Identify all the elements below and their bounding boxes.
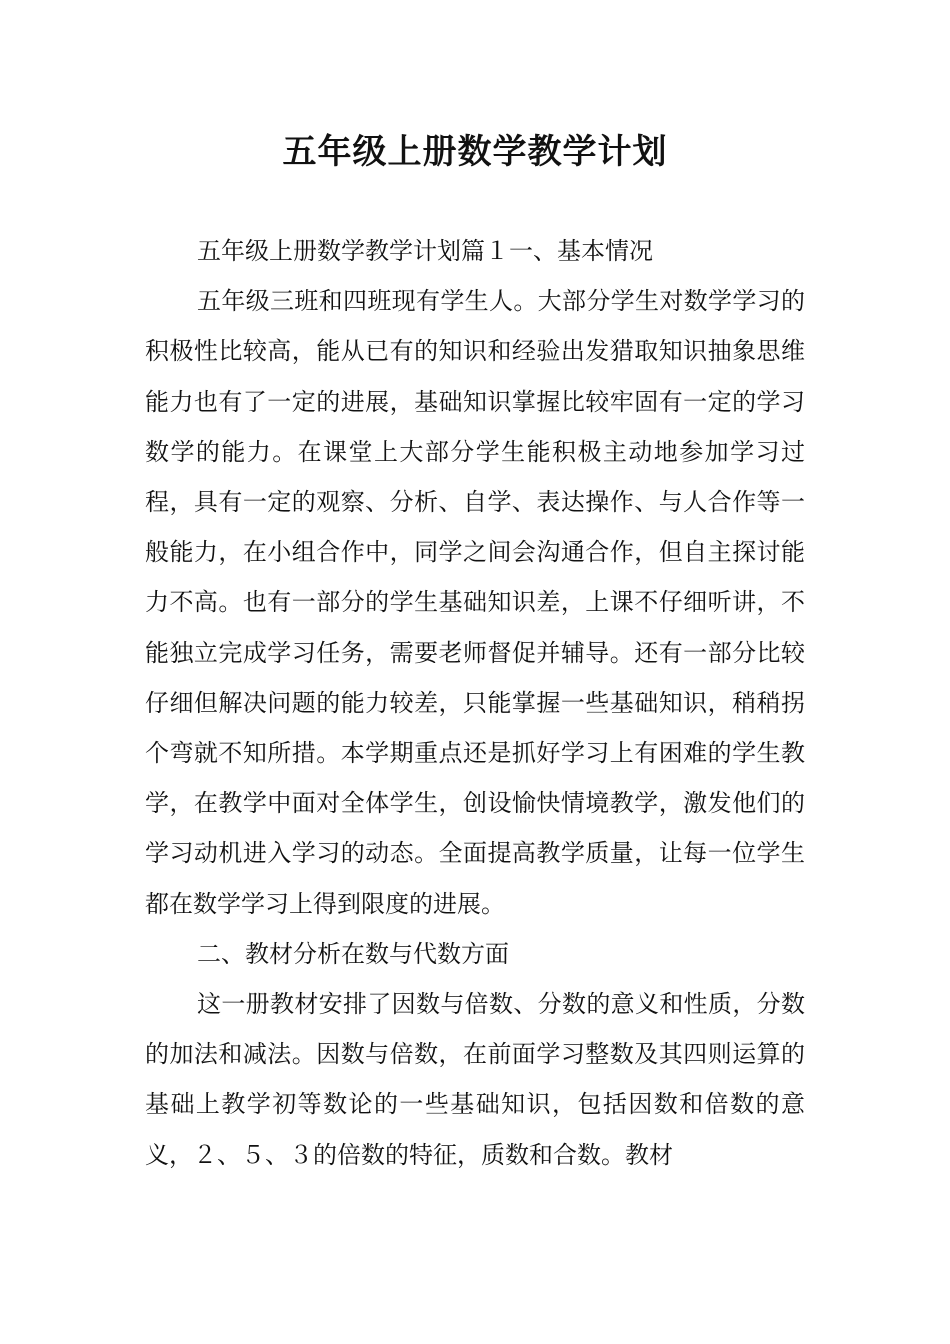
document-body bbox=[145, 226, 805, 1180]
paragraph-textbook-analysis: 这一册教材安排了因数与倍数、分数的意义和性质，分数的加法和减法。因数与倍数，在前面学习整数及其四则运算的基础上教学初等数论的一些基础知识，包括因数和倍数的意义，２、５、３的倍数的特征，质数和合数。教材 bbox=[145, 990, 805, 1169]
document-title: 五年级上册数学教学计划 bbox=[282, 132, 668, 172]
paragraph-basic-situation: 五年级三班和四班现有学生人。大部分学生对数学学习的积极性比较高，能从已有的知识和经验出发猎取知识抽象思维能力也有了一定的进展，基础知识掌握比较牢固有一定的学习数学的能力。在课堂上大部分学生能积极主动地参加学习过程，具有一定的观察、分析、自学、表达操作、与人合作等一般能力，在小组合作中，同学之间会沟通合作，但自主探讨能力不高。也有一部分的学生基础知识差，上课不仔细听讲，不能独立完成学习任务，需要老师督促并辅导。还有一部分比较仔细但解决问题的能力较差，只能掌握一些基础知识，稍稍拐个弯就不知所措。本学期重点还是抓好学习上有困难的学生教学，在教学中面对全体学生，创设愉快情境教学，激发他们的学习动机进入学习的动态。全面提高教学质量，让每一位学生都在数学学习上得到限度的进展。 bbox=[145, 287, 805, 918]
paragraph-heading-textbook-analysis: 二、教材分析在数与代数方面 bbox=[197, 939, 509, 968]
paragraph-heading-basic-situation: 五年级上册数学教学计划篇１一、基本情况 bbox=[197, 237, 653, 265]
